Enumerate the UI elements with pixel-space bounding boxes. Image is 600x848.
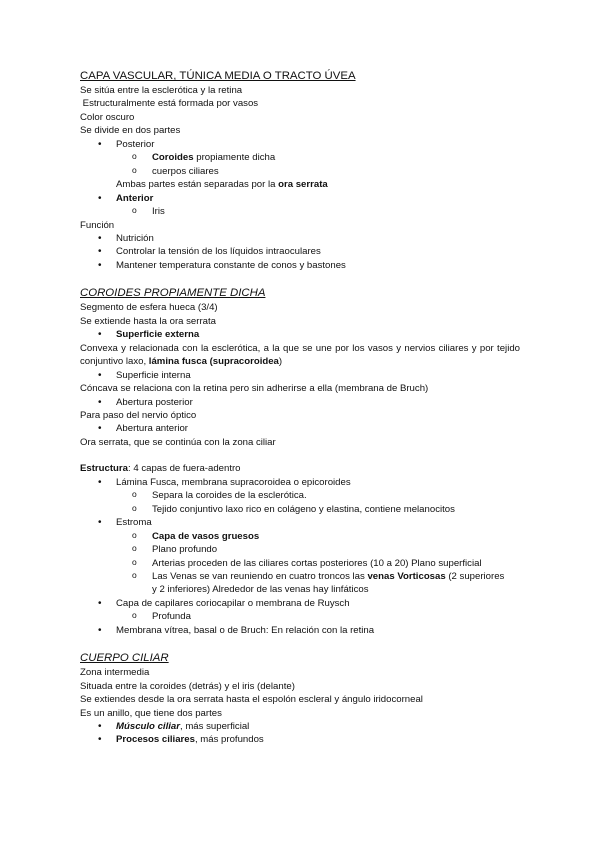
sub-bullet-item <box>80 151 520 164</box>
bold-term: lámina fusca (supracoroidea <box>148 356 279 368</box>
sub-bullet-item <box>80 543 520 556</box>
bullet-text: propiamente dicha <box>193 152 276 164</box>
text-fragment: ) <box>278 356 283 368</box>
bullet-item <box>80 516 520 529</box>
text-line: Cóncava se relaciona con la retina pero sin adherirse a ella (membrana de Bruch) <box>80 383 429 395</box>
bold-term: Procesos ciliares <box>116 734 195 746</box>
sub-bullet-item <box>80 610 520 623</box>
bullet-text: Capa de capilares coriocapilar o membrana de Ruysch <box>116 597 350 609</box>
text-line: Es un anillo, que tiene dos partes <box>80 707 222 719</box>
text-line <box>80 462 520 475</box>
text-fragment: Las Venas se van reuniendo en cuatro troncos las <box>152 570 368 582</box>
sub-bullet-continuation: y 2 inferiores) Alrededor de las venas hay linfáticos <box>152 584 369 596</box>
bullet-text: Abertura posterior <box>116 396 193 408</box>
text-line: Zona intermedia <box>80 667 150 679</box>
bullet-text: Abertura anterior <box>116 423 188 435</box>
sub-bullet-item <box>80 205 520 218</box>
document-content <box>80 68 520 747</box>
sub-bullet-item <box>80 503 520 516</box>
bullet-text: Nutrición <box>116 232 154 244</box>
bullet-text: Membrana vítrea, basal o de Bruch: En relación con la retina <box>116 624 375 636</box>
bold-term: Anterior <box>116 192 154 204</box>
text-line: Ora serrata, que se continúa con la zona ciliar <box>80 436 276 448</box>
bullet-text: Mantener temperatura constante de conos y bastones <box>116 259 346 271</box>
text-line <box>80 178 520 191</box>
bullet-text: Profunda <box>152 611 191 623</box>
section-title-capa-vascular: CAPA VASCULAR, TÚNICA MEDIA O TRACTO ÚVEA <box>80 70 356 82</box>
paragraph <box>80 342 520 369</box>
sub-bullet-item <box>80 570 520 583</box>
text-line: Para paso del nervio óptico <box>80 409 197 421</box>
bullet-item <box>80 733 520 746</box>
bold-term: Músculo ciliar <box>116 721 180 733</box>
text-line: Estructuralmente está formada por vasos <box>80 98 259 110</box>
text-line: Color oscuro <box>80 111 135 123</box>
sub-bullet-item <box>80 489 520 502</box>
bullet-item <box>80 259 520 272</box>
bold-term: Coroides <box>152 152 194 164</box>
bold-term: ora serrata <box>278 179 328 191</box>
bullet-item <box>80 245 520 258</box>
bold-term: venas Vorticosas <box>367 570 446 582</box>
bullet-item <box>80 369 520 382</box>
text-line: Se extiendes desde la ora serrata hasta el espolón escleral y ángulo iridocorneal <box>80 694 423 706</box>
bullet-item <box>80 328 520 341</box>
bullet-item <box>80 476 520 489</box>
bullet-text: Controlar la tensión de los líquidos intraoculares <box>116 246 321 258</box>
bullet-text: cuerpos ciliares <box>152 165 219 177</box>
text-fragment: (2 superiores <box>445 570 505 582</box>
spacer <box>80 449 520 462</box>
bold-term: Estructura <box>80 463 128 475</box>
bullet-text: Tejido conjuntivo laxo rico en colágeno y elastina, contiene melanocitos <box>152 503 455 515</box>
bullet-item <box>80 624 520 637</box>
section-title-coroides: COROIDES PROPIAMENTE DICHA <box>80 287 266 300</box>
bullet-item <box>80 192 520 205</box>
spacer <box>80 272 520 285</box>
spacer <box>80 637 520 650</box>
bullet-text: Iris <box>152 206 165 218</box>
bullet-item <box>80 232 520 245</box>
bold-term: Superficie externa <box>116 329 200 341</box>
bullet-item <box>80 720 520 733</box>
bullet-text: Separa la coroides de la esclerótica. <box>152 490 307 502</box>
text-fragment: Convexa y relacionada con la esclerótica, a la que se une por los vasos y nervios ciliares y por tejido conjuntivo laxo, <box>80 342 520 368</box>
text-fragment: : 4 capas de fuera-adentro <box>127 463 241 475</box>
bold-term: Capa de vasos gruesos <box>152 530 260 542</box>
text-line: Función <box>80 219 115 231</box>
bullet-item <box>80 422 520 435</box>
bullet-item <box>80 396 520 409</box>
bullet-text: Estroma <box>116 517 152 529</box>
text-line: Se divide en dos partes <box>80 125 181 137</box>
text-fragment: Ambas partes están separadas por la <box>116 179 279 191</box>
sub-bullet-item <box>80 165 520 178</box>
bullet-item <box>80 138 520 151</box>
bullet-text: Superficie interna <box>116 369 191 381</box>
bullet-text: Plano profundo <box>152 544 218 556</box>
text-line: Se sitúa entre la esclerótica y la retina <box>80 85 243 96</box>
bullet-text: Posterior <box>116 138 155 150</box>
text-fragment: , más superficial <box>179 721 250 733</box>
bullet-text: Lámina Fusca, membrana supracoroidea o epicoroides <box>116 476 351 488</box>
bullet-text: Arterias proceden de las ciliares cortas posteriores (10 a 20) Plano superficial <box>152 557 482 569</box>
bullet-item <box>80 597 520 610</box>
text-line: Segmento de esfera hueca (3/4) <box>80 302 218 314</box>
text-line: Se extiende hasta la ora serrata <box>80 315 216 327</box>
text-fragment: , más profundos <box>194 734 264 746</box>
sub-bullet-item <box>80 530 520 543</box>
sub-bullet-item <box>80 557 520 570</box>
section-title-cuerpo-ciliar: CUERPO CILIAR <box>80 652 169 665</box>
text-line: Situada entre la coroides (detrás) y el iris (delante) <box>80 680 295 692</box>
